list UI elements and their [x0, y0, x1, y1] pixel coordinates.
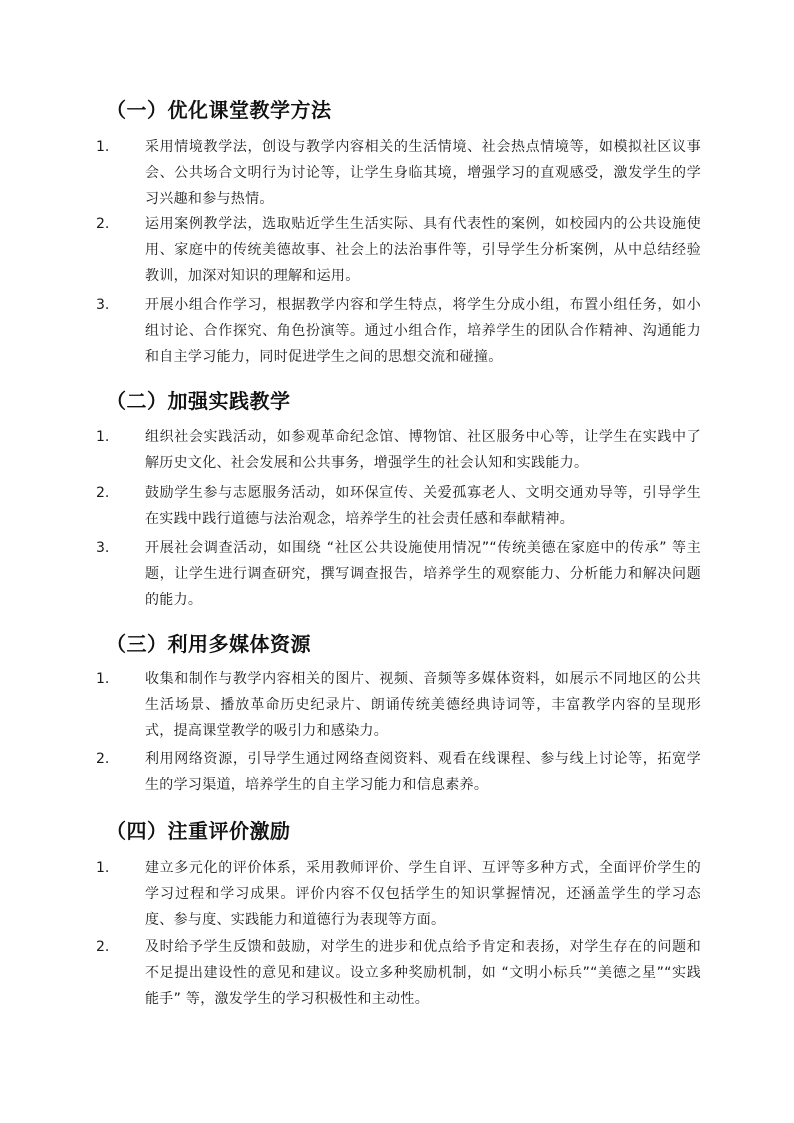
section-title: （一）优化课堂教学方法	[106, 98, 332, 122]
list-item-text: 开展小组合作学习，根据教学内容和学生特点，将学生分成小组，布置小组任务，如小组讨论、合作探究、角色扮演等。通过小组合作，培养学生的团队合作精神、沟通能力和自主学习能力，同时促进学生之间的思想交流和碰撞。	[145, 297, 701, 365]
list-item-text: 采用情境教学法，创设与教学内容相关的生活情境、社会热点情境等，如模拟社区议事会、公共场合文明行为讨论等，让学生身临其境，增强学习的直观感受，激发学生的学习兴趣和参与热情。	[145, 139, 701, 207]
list-item-number: 2.	[96, 751, 110, 767]
list-item-number: 1.	[96, 139, 110, 155]
section-title: （二）加强实践教学	[106, 389, 291, 413]
list-item-text: 收集和制作与教学内容相关的图片、视频、音频等多媒体资料，如展示不同地区的公共生活场景、播放革命历史纪录片、朗诵传统美德经典诗词等，丰富教学内容的呈现形式，提高课堂教学的吸引力和感染力。	[145, 671, 701, 739]
list-item-text: 鼓励学生参与志愿服务活动，如环保宣传、关爱孤寡老人、文明交通劝导等，引导学生在实践中践行道德与法治观念，培养学生的社会责任感和奉献精神。	[145, 485, 701, 527]
list-item-number: 2.	[96, 216, 110, 232]
list-item-text: 利用网络资源，引导学生通过网络查阅资料、观看在线课程、参与线上讨论等，拓宽学生的学习渠道，培养学生的自主学习能力和信息素养。	[145, 751, 701, 793]
list-item-number: 2.	[96, 485, 110, 501]
list-item-number: 2.	[96, 939, 110, 955]
list-item-number: 3.	[96, 297, 110, 313]
list-item-number: 1.	[96, 671, 110, 687]
list-item-text: 建立多元化的评价体系，采用教师评价、学生自评、互评等多种方式，全面评价学生的学习过程和学习成果。评价内容不仅包括学生的知识掌握情况，还涵盖学生的学习态度、参与度、实践能力和道德行为表现等方面。	[145, 860, 701, 928]
list-item-text: 开展社会调查活动，如围绕 “社区公共设施使用情况”“传统美德在家庭中的传承” 等主题，让学生进行调查研究，撰写调查报告，培养学生的观察能力、分析能力和解决问题的能力。	[145, 540, 701, 608]
list-item-text: 及时给予学生反馈和鼓励，对学生的进步和优点给予肯定和表扬，对学生存在的问题和不足提出建设性的意见和建议。设立多种奖励机制，如 “文明小标兵”“美德之星”“实践能手” 等，激发学生的学习积极性和主动性。	[145, 939, 701, 1007]
list-item-text: 运用案例教学法，选取贴近学生生活实际、具有代表性的案例，如校园内的公共设施使用、家庭中的传统美德故事、社会上的法治事件等，引导学生分析案例，从中总结经验教训，加深对知识的理解和运用。	[145, 216, 701, 284]
section-title: （四）注重评价激励	[106, 819, 291, 843]
list-item-text: 组织社会实践活动，如参观革命纪念馆、博物馆、社区服务中心等，让学生在实践中了解历史文化、社会发展和公共事务，增强学生的社会认知和实践能力。	[145, 429, 701, 471]
section-title: （三）利用多媒体资源	[106, 632, 311, 656]
list-item-number: 1.	[96, 860, 110, 876]
list-item-number: 1.	[96, 429, 110, 445]
list-item-number: 3.	[96, 540, 110, 556]
